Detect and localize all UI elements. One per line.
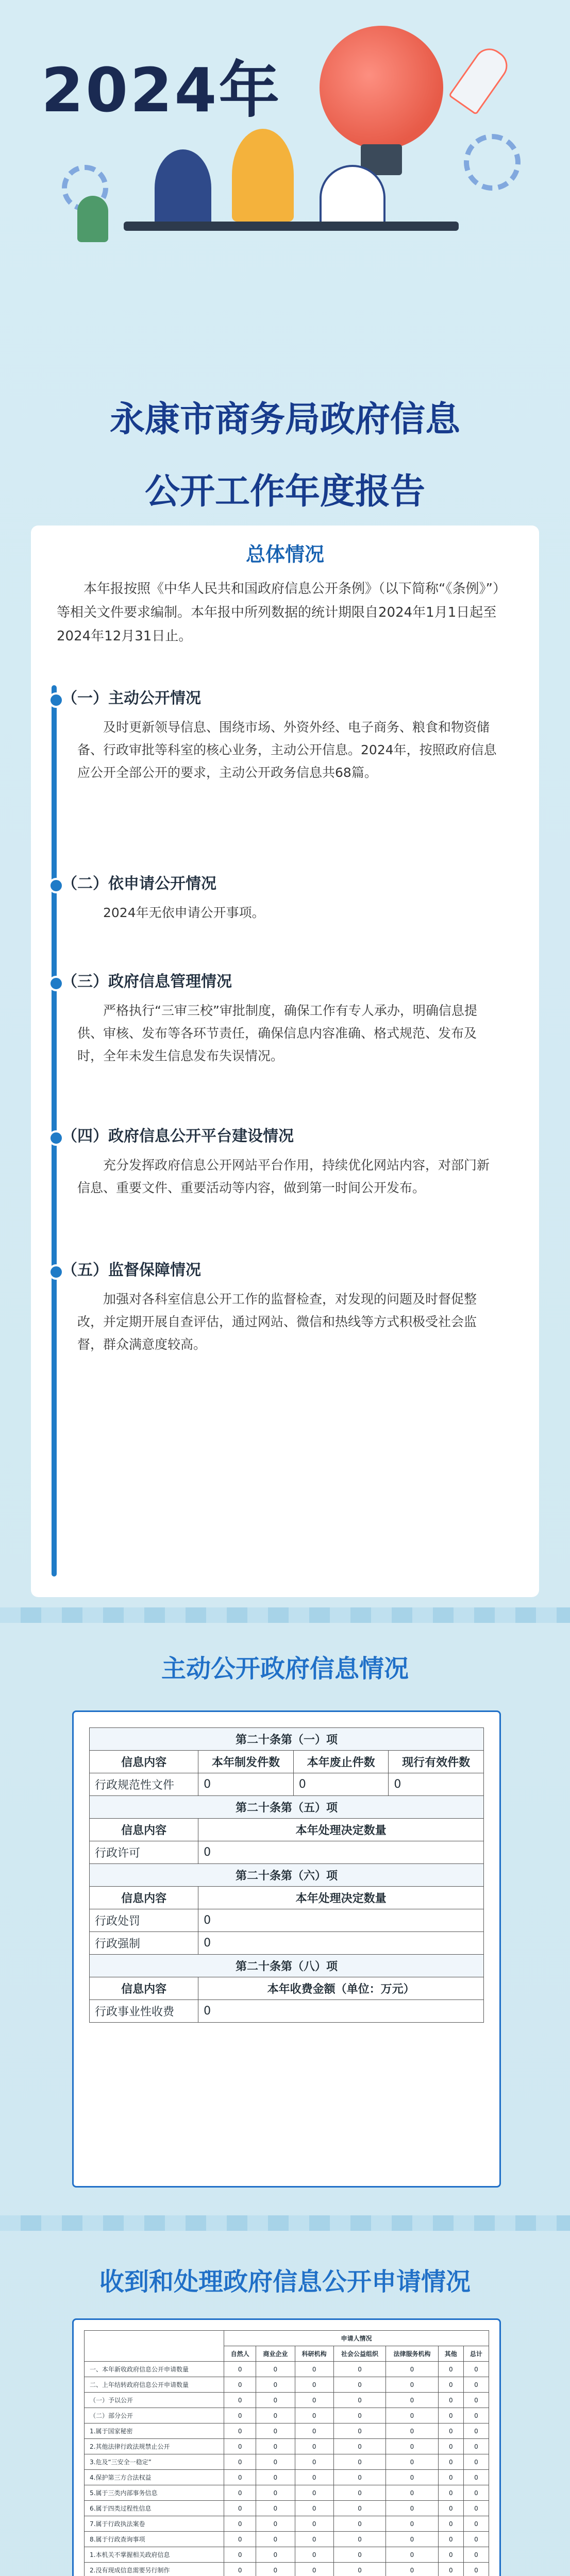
cell-value: 0 (224, 2470, 256, 2485)
cell-value: 0 (224, 2454, 256, 2470)
cell-value: 0 (256, 2424, 295, 2439)
col-header: 总计 (463, 2346, 489, 2362)
table-row (90, 1841, 484, 1864)
row-label: 7.属于行政执法案卷 (85, 2516, 224, 2532)
row-label: 一、本年新收政府信息公开申请数量 (85, 2362, 224, 2377)
table-header: 本年制发件数 (198, 1751, 294, 1773)
summary-intro: 本年报按照《中华人民共和国政府信息公开条例》（以下简称“《条例》”）等相关文件要求编制。本年报中所列数据的统计期限自2024年1月1日起至2024年12月31日止。 (57, 581, 506, 644)
cell-value: 0 (333, 2408, 385, 2424)
cell-value: 0 (224, 2439, 256, 2454)
row-label: 行政事业性收费 (90, 2000, 198, 2023)
row-label: 4.保护第三方合法权益 (85, 2470, 224, 2485)
cell-value: 0 (256, 2408, 295, 2424)
cell-value: 0 (438, 2408, 463, 2424)
row-label: 8.属于行政查询事项 (85, 2532, 224, 2547)
item-text: 加强对各科室信息公开工作的监督检查，对发现的问题及时督促整改，并定期开展自查评估，通过网站、微信和热线等方式积极受社会监督，群众满意度较高。 (77, 1292, 477, 1352)
table-header: 本年处理决定数量 (198, 1887, 484, 1909)
table-row (85, 2547, 489, 2563)
cell-value: 0 (224, 2408, 256, 2424)
cell-value: 0 (438, 2563, 463, 2576)
row-label: 行政强制 (90, 1932, 198, 1955)
col-header: 自然人 (224, 2346, 256, 2362)
cell-value: 0 (438, 2362, 463, 2377)
cell-value: 0 (438, 2377, 463, 2393)
row-label: 1.本机关不掌握相关政府信息 (85, 2547, 224, 2563)
table-caption: 第二十条第（一）项 (90, 1728, 484, 1751)
person-figure (320, 165, 385, 231)
table-row (85, 2454, 489, 2470)
table-row (85, 2563, 489, 2576)
cell-value: 0 (256, 2454, 295, 2470)
cell-value: 0 (438, 2501, 463, 2516)
divider-stripe (0, 2215, 570, 2231)
item-heading: （五）监督保障情况 (62, 1261, 201, 1279)
cell-value: 0 (256, 2393, 295, 2408)
cell-value: 0 (463, 2408, 489, 2424)
cell-value: 0 (295, 2532, 333, 2547)
cell-value: 0 (224, 2377, 256, 2393)
cell-value: 0 (438, 2532, 463, 2547)
row-label: 1.属于国家秘密 (85, 2424, 224, 2439)
item-text: 2024年无依申请公开事项。 (103, 905, 265, 920)
cell-value: 0 (463, 2454, 489, 2470)
cell-value: 0 (295, 2454, 333, 2470)
row-label: 6.属于四类过程性信息 (85, 2501, 224, 2516)
table-row (85, 2485, 489, 2501)
cell-value: 0 (386, 2532, 438, 2547)
active-disclosure-banner: 主动公开政府信息情况 (161, 1654, 409, 1683)
person-figure (155, 149, 211, 227)
cell-value: 0 (438, 2439, 463, 2454)
table-header: 信息内容 (90, 1977, 198, 2000)
cell-value: 0 (386, 2424, 438, 2439)
row-label: 二、上年结转政府信息公开申请数量 (85, 2377, 224, 2393)
cell-value: 0 (224, 2393, 256, 2408)
cell-value: 0 (463, 2470, 489, 2485)
table-row (90, 1773, 484, 1796)
table-header: 本年处理决定数量 (198, 1819, 484, 1841)
table-header: 信息内容 (90, 1751, 198, 1773)
cell-value: 0 (256, 2362, 295, 2377)
cell-value: 0 (333, 2362, 385, 2377)
cell-value: 0 (386, 2439, 438, 2454)
col-header: 商业企业 (256, 2346, 295, 2362)
cell-value: 0 (295, 2424, 333, 2439)
cell-value: 0 (463, 2439, 489, 2454)
cell-value: 0 (438, 2393, 463, 2408)
table-row (85, 2516, 489, 2532)
cell-value: 0 (198, 1909, 484, 1932)
table-header: 信息内容 (90, 1887, 198, 1909)
cell-value: 0 (438, 2516, 463, 2532)
cell-value: 0 (295, 2362, 333, 2377)
cell-value: 0 (198, 1932, 484, 1955)
cell-value: 0 (295, 2393, 333, 2408)
cell-value: 0 (463, 2501, 489, 2516)
cell-value: 0 (295, 2516, 333, 2532)
cell-value: 0 (386, 2454, 438, 2470)
cell-value: 0 (463, 2547, 489, 2563)
cell-value: 0 (256, 2516, 295, 2532)
cell-value: 0 (333, 2393, 385, 2408)
summary-heading: 总体情况 (245, 543, 324, 566)
table-row (85, 2439, 489, 2454)
cell-value: 0 (256, 2439, 295, 2454)
cell-value: 0 (438, 2424, 463, 2439)
cell-value: 0 (438, 2470, 463, 2485)
applications-box (72, 2318, 501, 2576)
table-row (85, 2408, 489, 2424)
cell-value: 0 (463, 2516, 489, 2532)
cell-value: 0 (333, 2470, 385, 2485)
row-label: 行政规范性文件 (90, 1773, 198, 1796)
cell-value: 0 (386, 2485, 438, 2501)
table-row (85, 2377, 489, 2393)
row-label: （一）予以公开 (85, 2393, 224, 2408)
table-header-blank (85, 2331, 224, 2362)
report-year: 2024年 (41, 55, 282, 126)
cell-value: 0 (386, 2393, 438, 2408)
cell-value: 0 (333, 2532, 385, 2547)
item-text: 严格执行“三审三校”审批制度，确保工作有专人承办，明确信息提供、审核、发布等各环节责任，确保信息内容准确、格式规范、发布及时，全年未发生信息发布失误情况。 (77, 1003, 477, 1063)
cell-value: 0 (295, 2485, 333, 2501)
cell-value: 0 (463, 2362, 489, 2377)
cell-value: 0 (295, 2377, 333, 2393)
table-row (85, 2501, 489, 2516)
cell-value: 0 (295, 2470, 333, 2485)
plant-icon (77, 196, 108, 242)
person-figure (232, 129, 294, 222)
cell-value: 0 (198, 2000, 484, 2023)
cell-value: 0 (333, 2547, 385, 2563)
cell-value: 0 (386, 2547, 438, 2563)
cell-value: 0 (438, 2454, 463, 2470)
col-header: 法律服务机构 (386, 2346, 438, 2362)
cell-value: 0 (333, 2439, 385, 2454)
table-row (85, 2532, 489, 2547)
cell-value: 0 (386, 2377, 438, 2393)
row-label: 3.危及“三安全一稳定” (85, 2454, 224, 2470)
item-text: 及时更新领导信息、围绕市场、外资外经、电子商务、粮食和物资储备、行政审批等科室的核心业务，主动公开信息。2024年，按照政府信息应公开全部公开的要求，主动公开政务信息共68篇。 (77, 720, 497, 780)
lightbulb-icon (320, 26, 443, 149)
report-title-line2: 公开工作年度报告 (144, 471, 425, 512)
active-disclosure-table (89, 1727, 484, 2023)
divider-stripe (0, 1607, 570, 1623)
cell-value: 0 (463, 2485, 489, 2501)
cell-value: 0 (295, 2563, 333, 2576)
cell-value: 0 (333, 2377, 385, 2393)
table-header: 现行有效件数 (389, 1751, 484, 1773)
cell-value: 0 (333, 2454, 385, 2470)
cell-value: 0 (295, 2547, 333, 2563)
table-header: 信息内容 (90, 1819, 198, 1841)
gear-icon (464, 134, 521, 191)
table-row (85, 2470, 489, 2485)
cell-value: 0 (333, 2424, 385, 2439)
cell-value: 0 (256, 2563, 295, 2576)
cell-value: 0 (386, 2501, 438, 2516)
cell-value: 0 (463, 2377, 489, 2393)
table-row (90, 2000, 484, 2023)
item-heading: （二）依申请公开情况 (62, 875, 216, 893)
cell-value: 0 (256, 2547, 295, 2563)
cell-value: 0 (333, 2563, 385, 2576)
active-disclosure-box (72, 1710, 501, 2188)
row-label: 2.没有现成信息需要另行制作 (85, 2563, 224, 2576)
cell-value: 0 (386, 2362, 438, 2377)
cell-value: 0 (295, 2408, 333, 2424)
table-header: 本年废止件数 (293, 1751, 389, 1773)
cell-value: 0 (224, 2501, 256, 2516)
applications-table (84, 2330, 489, 2576)
row-label: 5.属于三类内部事务信息 (85, 2485, 224, 2501)
cell-value: 0 (293, 1773, 389, 1796)
col-header: 其他 (438, 2346, 463, 2362)
cell-value: 0 (224, 2424, 256, 2439)
row-label: 行政处罚 (90, 1909, 198, 1932)
desk (124, 222, 459, 231)
table-row (90, 1909, 484, 1932)
cell-value: 0 (295, 2501, 333, 2516)
item-heading: （三）政府信息管理情况 (62, 973, 232, 991)
cell-value: 0 (224, 2362, 256, 2377)
cell-value: 0 (463, 2563, 489, 2576)
cell-value: 0 (438, 2547, 463, 2563)
table-row (90, 1932, 484, 1955)
row-label: 2.其他法律行政法规禁止公开 (85, 2439, 224, 2454)
cell-value: 0 (224, 2563, 256, 2576)
cell-value: 0 (386, 2470, 438, 2485)
table-row (85, 2424, 489, 2439)
cell-value: 0 (463, 2393, 489, 2408)
cell-value: 0 (295, 2439, 333, 2454)
col-header: 社会公益组织 (333, 2346, 385, 2362)
cell-value: 0 (463, 2532, 489, 2547)
cell-value: 0 (463, 2424, 489, 2439)
cell-value: 0 (256, 2377, 295, 2393)
rocket-icon (448, 42, 513, 115)
cell-value: 0 (438, 2485, 463, 2501)
table-caption: 第二十条第（五）项 (90, 1796, 484, 1819)
cell-value: 0 (386, 2516, 438, 2532)
table-row (85, 2362, 489, 2377)
cell-value: 0 (198, 1841, 484, 1864)
row-label: （二）部分公开 (85, 2408, 224, 2424)
cell-value: 0 (386, 2408, 438, 2424)
cell-value: 0 (256, 2485, 295, 2501)
cell-value: 0 (198, 1773, 294, 1796)
item-heading: （一）主动公开情况 (62, 689, 201, 707)
table-caption: 第二十条第（六）项 (90, 1864, 484, 1887)
col-header: 科研机构 (295, 2346, 333, 2362)
table-header: 申请人情况 (224, 2331, 489, 2346)
cell-value: 0 (224, 2516, 256, 2532)
cell-value: 0 (333, 2485, 385, 2501)
cell-value: 0 (256, 2532, 295, 2547)
cell-value: 0 (224, 2485, 256, 2501)
table-header: 本年收费金额（单位：万元） (198, 1977, 484, 2000)
cell-value: 0 (389, 1773, 484, 1796)
hero-illustration (0, 0, 570, 289)
cell-value: 0 (224, 2547, 256, 2563)
cell-value: 0 (386, 2563, 438, 2576)
table-caption: 第二十条第（八）项 (90, 1955, 484, 1977)
report-title-line1: 永康市商务局政府信息 (109, 399, 460, 440)
item-heading: （四）政府信息公开平台建设情况 (62, 1127, 294, 1145)
cell-value: 0 (333, 2516, 385, 2532)
row-label: 行政许可 (90, 1841, 198, 1864)
cell-value: 0 (256, 2470, 295, 2485)
cell-value: 0 (333, 2501, 385, 2516)
item-text: 充分发挥政府信息公开网站平台作用，持续优化网站内容，对部门新信息、重要文件、重要活动等内容，做到第一时间公开发布。 (77, 1158, 490, 1195)
cell-value: 0 (224, 2532, 256, 2547)
cell-value: 0 (256, 2501, 295, 2516)
table-row (85, 2393, 489, 2408)
applications-banner: 收到和处理政府信息公开申请情况 (99, 2267, 471, 2296)
